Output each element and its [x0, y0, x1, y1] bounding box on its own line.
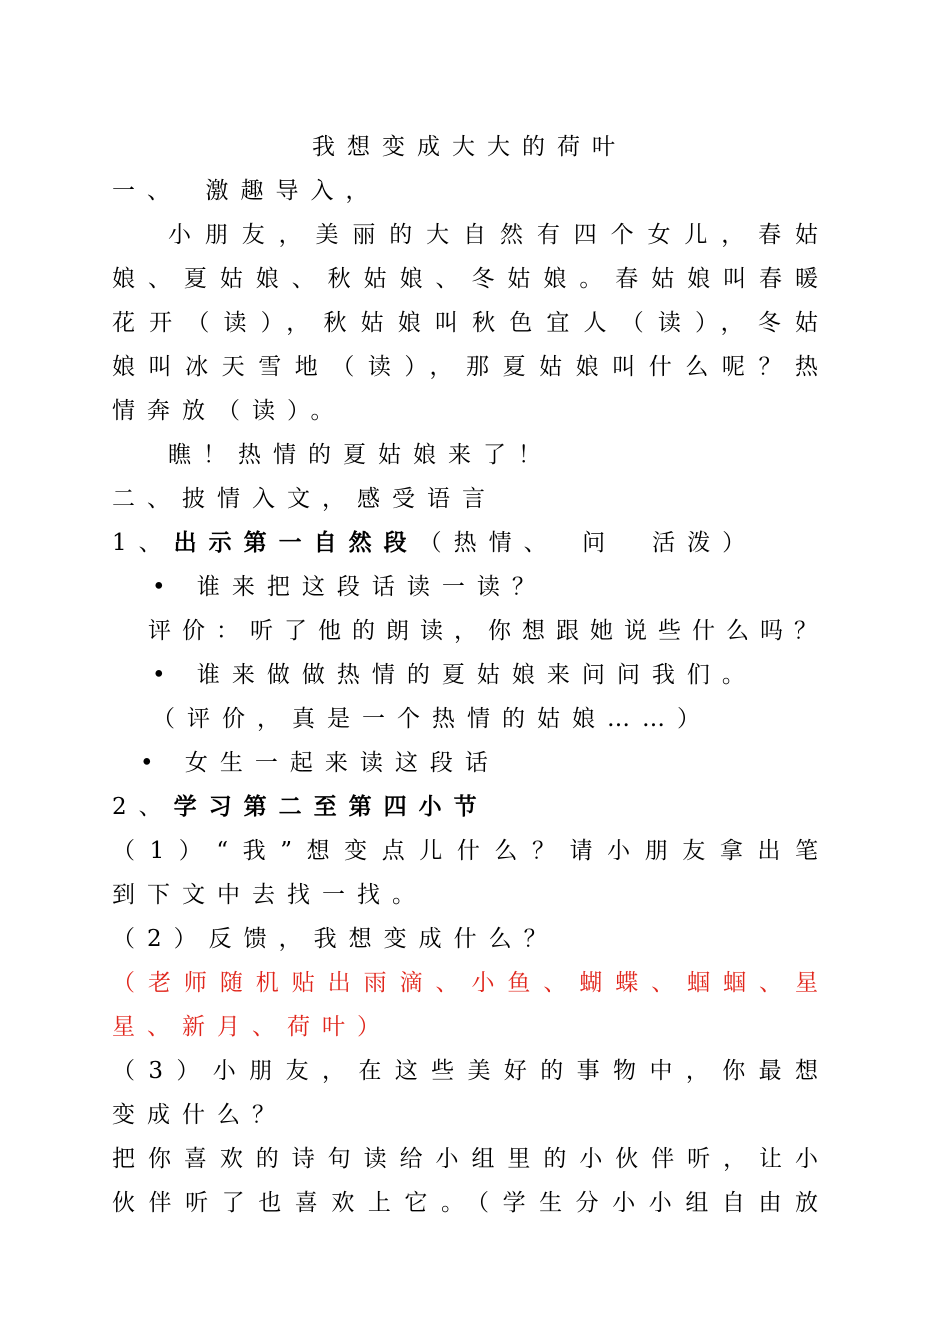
paragraph-line: 娘、夏姑娘、秋姑娘、冬姑娘。春姑娘叫春暖	[112, 266, 830, 292]
bullet-line: • 女生一起来读这段话	[140, 750, 500, 776]
paragraph-line: （1）“我”想变点儿什么？请小朋友拿出笔	[112, 838, 830, 864]
paragraph-line: 到下文中去找一找。	[112, 882, 427, 908]
paragraph-line: 小朋友，美丽的大自然有四个女儿，春姑	[168, 222, 830, 248]
section-heading-2: 二、披情入文，感受语言	[112, 486, 497, 512]
subsection-heading-2	[112, 792, 830, 822]
paragraph-line: 娘叫冰天雪地（读），那夏姑娘叫什么呢？热	[112, 354, 830, 380]
subsection-note: （热情、 问 活泼）	[418, 530, 758, 556]
paragraph-line: 把你喜欢的诗句读给小组里的小伙伴听，让小	[112, 1146, 830, 1172]
paragraph-line: （2）反馈，我想变成什么？	[112, 926, 559, 952]
paragraph-line: 伙伴听了也喜欢上它。（学生分小小组自由放	[112, 1190, 830, 1216]
subsection-number: 1、	[112, 530, 174, 556]
section-heading-1: 一、 激趣导入，	[112, 178, 381, 204]
subsection-bold-title: 学习第二至第四小节	[173, 793, 489, 820]
paragraph-line: 情奔放（读）。	[112, 398, 346, 424]
paragraph-line: （评价，真是一个热情的姑娘……）	[152, 706, 712, 732]
paragraph-line: 瞧！热情的夏姑娘来了！	[168, 442, 553, 468]
paragraph-line: （3）小朋友，在这些美好的事物中，你最想	[112, 1058, 830, 1084]
bullet-line: • 谁来做做热情的夏姑娘来问问我们。	[152, 662, 757, 688]
bullet-line: • 谁来把这段话读一读？	[152, 574, 547, 600]
subsection-number: 2、	[112, 794, 174, 820]
paragraph-line-red: 星、新月、荷叶）	[112, 1014, 392, 1040]
document-title: 我想变成大大的荷叶	[312, 134, 627, 160]
paragraph-line: 花开（读），秋姑娘叫秋色宜人（读），冬姑	[112, 310, 830, 336]
paragraph-line-red: （老师随机贴出雨滴、小鱼、蝴蝶、蝈蝈、星	[112, 970, 830, 996]
subsection-heading-1	[112, 528, 830, 558]
subsection-bold-title: 出示第一自然段	[173, 529, 419, 556]
paragraph-line: 评价：听了他的朗读，你想跟她说些什么吗？	[148, 618, 828, 644]
paragraph-line: 变成什么？	[112, 1102, 287, 1128]
